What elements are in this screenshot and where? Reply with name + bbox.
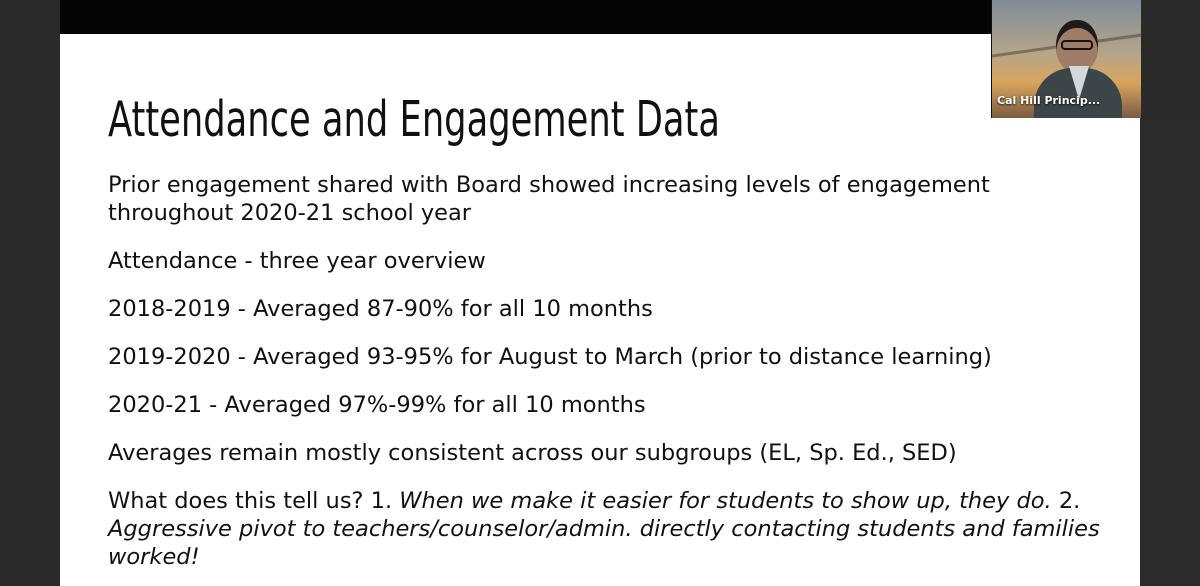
slide-title: Attendance and Engagement Data	[108, 91, 721, 148]
meeting-background-gutter	[1141, 118, 1200, 586]
participant-video-tile[interactable]	[991, 0, 1141, 118]
glasses-icon	[1061, 40, 1093, 50]
takeaway-2-prefix: 2.	[1051, 488, 1081, 514]
takeaway-1: When we make it easier for students to show up, they do.	[399, 488, 1052, 514]
what-does-this-tell-us	[108, 487, 1118, 571]
slide-intro-line-1: Prior engagement shared with Board showed increasing levels of engagement	[108, 172, 990, 198]
subgroups-consistency: Averages remain mostly consistent across our subgroups (EL, Sp. Ed., SED)	[108, 440, 957, 466]
question-prefix: What does this tell us? 1.	[108, 488, 400, 514]
attendance-2020-21: 2020-21 - Averaged 97%-99% for all 10 months	[108, 392, 646, 418]
slide-intro-line-2: throughout 2020-21 school year	[108, 200, 472, 226]
attendance-heading: Attendance - three year overview	[108, 248, 486, 274]
shared-screen-top-bar	[60, 0, 1000, 34]
slide-body	[108, 171, 1118, 571]
attendance-2019-2020: 2019-2020 - Averaged 93-95% for August to March (prior to distance learning)	[108, 344, 992, 370]
participant-name-label: Cal Hill Princip...	[997, 94, 1101, 107]
attendance-2018-2019: 2018-2019 - Averaged 87-90% for all 10 months	[108, 296, 653, 322]
shared-slide	[60, 34, 1140, 586]
takeaway-2: Aggressive pivot to teachers/counselor/admin. directly contacting students and families worked!	[108, 516, 1100, 570]
